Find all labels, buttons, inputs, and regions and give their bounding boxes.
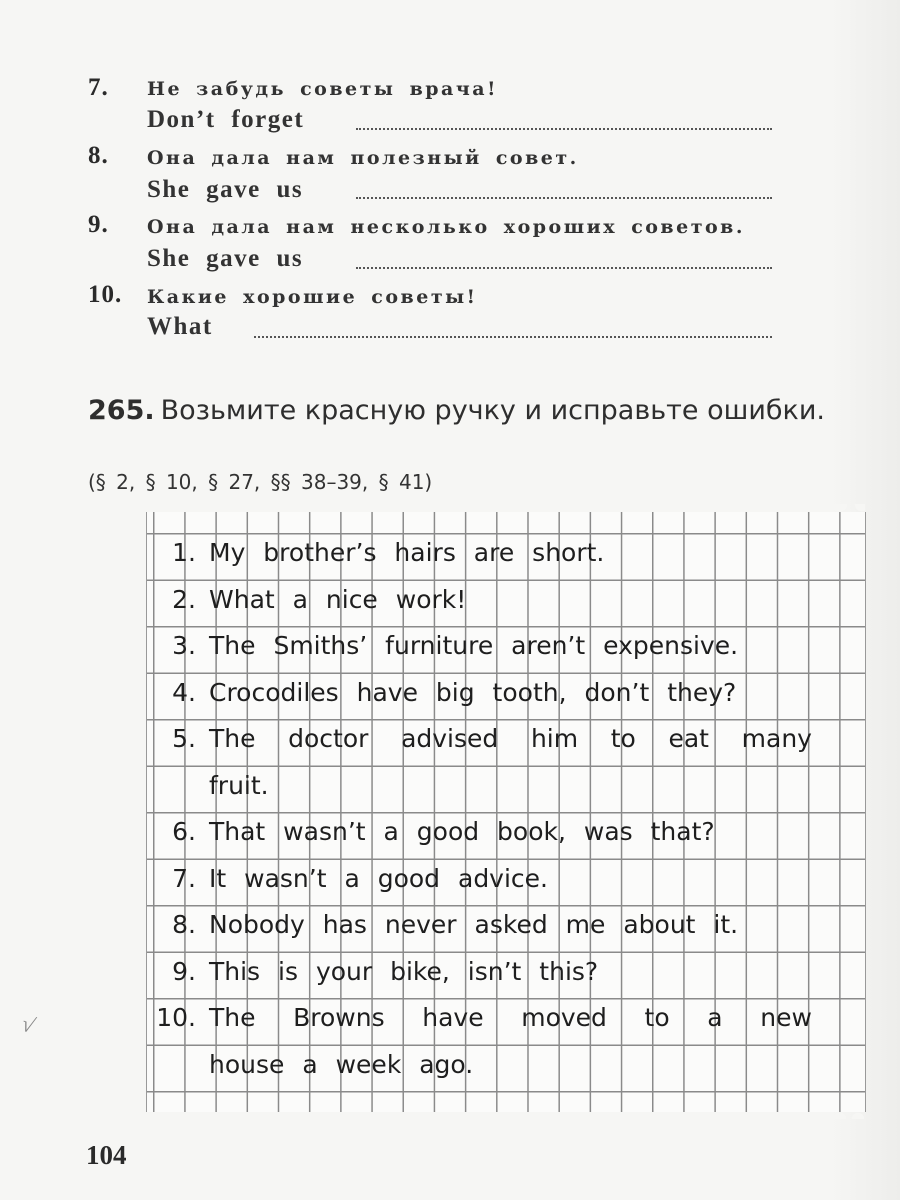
english-prompt: She gave us (147, 245, 304, 272)
sentence-word: to (610, 724, 636, 753)
sentence-number: 3. (172, 631, 196, 660)
sentence-word: The (209, 1003, 256, 1032)
item-number: 10. (88, 281, 123, 308)
english-prompt: What (147, 313, 213, 340)
torn-edge-bottom (147, 1107, 865, 1119)
item-number: 8. (88, 142, 109, 169)
sentence-word: Browns (293, 1003, 385, 1032)
exercise-heading (88, 392, 868, 429)
sentence-number: 8. (172, 910, 196, 939)
english-prompt: She gave us (147, 176, 304, 203)
sentence-text: fruit. (209, 770, 269, 800)
sentence-word: many (741, 724, 812, 753)
russian-sentence: Какие хорошие советы! (147, 286, 478, 308)
exercise-instruction: Возьмите красную ручку и исправьте ошибки. (160, 395, 825, 426)
sentence-word: doctor (288, 724, 369, 753)
sentence-word: eat (668, 724, 709, 753)
answer-line[interactable] (356, 267, 772, 269)
sentence-text (209, 1003, 812, 1032)
sentence-number: 10. (156, 1003, 196, 1032)
sentence-word: to (644, 1003, 670, 1032)
english-prompt: Don’t forget (147, 106, 305, 133)
sentence-text: That wasn’t a good book, was that? (209, 817, 715, 846)
sentence-number: 6. (172, 817, 196, 846)
torn-edge-top (147, 504, 865, 518)
answer-line[interactable] (356, 197, 772, 199)
sentence-number: 1. (172, 538, 196, 567)
sentence-word: new (760, 1003, 812, 1032)
sentence-word: have (422, 1003, 484, 1032)
sentence-text: The Smiths’ furniture aren’t expensive. (209, 631, 739, 660)
item-number: 7. (88, 74, 109, 101)
sentence-text: This is your bike, isn’t this? (209, 956, 599, 986)
item-number: 9. (88, 211, 109, 238)
sentence-word: a (707, 1003, 723, 1032)
sentence-text: What a nice work! (209, 584, 467, 614)
grammar-references: (§ 2, § 10, § 27, §§ 38–39, § 41) (88, 470, 433, 494)
answer-line[interactable] (356, 128, 772, 130)
sentence-word: him (530, 724, 579, 753)
sentence-text: It wasn’t a good advice. (209, 863, 548, 893)
sentence-word: The (209, 724, 256, 753)
russian-sentence: Она дала нам полезный совет. (147, 147, 579, 169)
answer-line[interactable] (254, 336, 772, 338)
sentence-text: Nobody has never asked me about it. (209, 910, 739, 939)
russian-sentence: Не забудь советы врача! (147, 78, 498, 100)
sentence-word: moved (521, 1003, 607, 1032)
sentence-number: 2. (172, 584, 196, 614)
pencil-mark: √ (18, 1010, 39, 1039)
sentence-number: 4. (172, 677, 196, 707)
sentence-number: 7. (172, 863, 196, 893)
page-number: 104 (86, 1140, 127, 1170)
sentence-number: 5. (172, 724, 196, 753)
russian-sentence: Она дала нам несколько хороших советов. (147, 216, 745, 238)
exercise-number: 265. (88, 395, 155, 426)
sentence-word: advised (401, 724, 499, 753)
sentence-text (209, 724, 812, 753)
sentence-number: 9. (172, 956, 196, 986)
sentence-text: house a week ago. (209, 1049, 474, 1079)
sentence-text: Crocodiles have big tooth, don’t they? (209, 677, 737, 707)
sentence-text: My brother’s hairs are short. (209, 538, 605, 567)
